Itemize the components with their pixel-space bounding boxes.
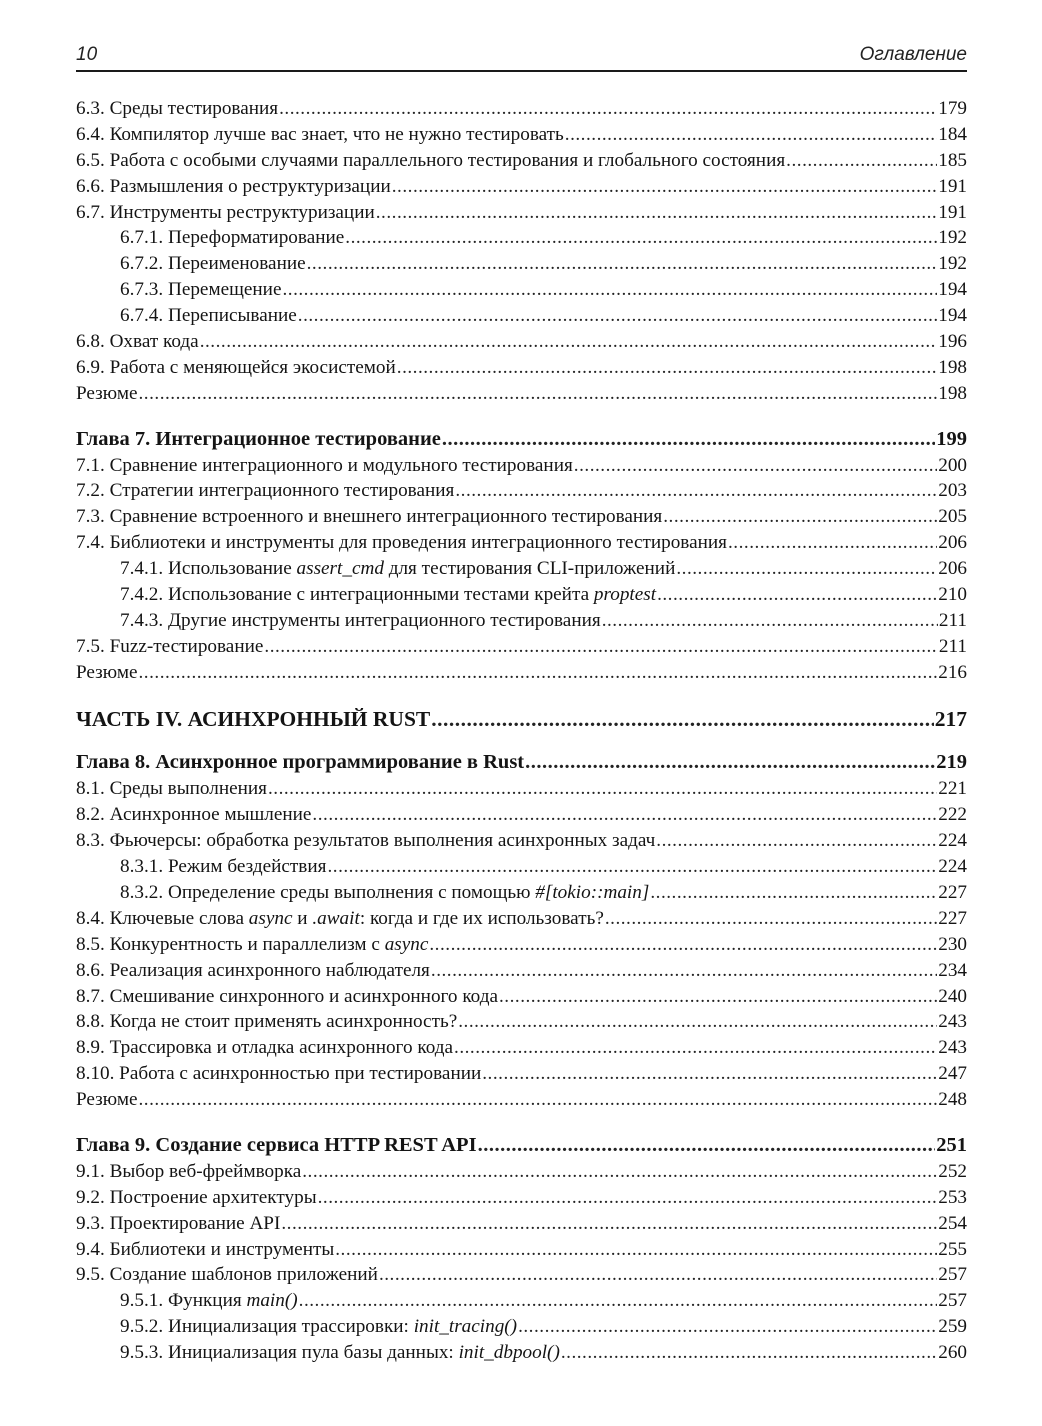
toc-page-number: 191	[938, 201, 967, 223]
toc-entry-title	[76, 381, 138, 407]
toc-entry-title	[76, 122, 564, 148]
toc-section-entry	[76, 1009, 967, 1035]
toc-page-number: 227	[938, 881, 967, 903]
dot-leader	[312, 802, 937, 828]
toc-title-fragment: 6.7.3. Перемещение	[120, 279, 282, 301]
toc-section-entry	[76, 802, 967, 828]
toc-page-number: 192	[938, 227, 967, 249]
toc-title-fragment: Глава 9. Создание сервиса HTTP REST API	[76, 1133, 477, 1156]
toc-page-number: 205	[938, 506, 967, 528]
dot-leader	[676, 556, 937, 582]
toc-entry-title	[76, 174, 391, 200]
toc-entry-title	[120, 1288, 298, 1314]
toc-title-fragment: 6.8. Охват кода	[76, 331, 199, 353]
toc-section-entry	[76, 1237, 967, 1263]
dot-leader	[345, 225, 937, 251]
dot-leader	[454, 1035, 937, 1061]
dot-leader	[431, 707, 933, 733]
toc-title-fragment: 6.7.2. Переименование	[120, 253, 306, 275]
toc-page-number: 252	[938, 1160, 967, 1182]
toc-entry-title	[76, 1035, 453, 1061]
toc-page-number: 185	[938, 149, 967, 171]
toc-entry-title	[76, 504, 662, 530]
toc-page-number: 257	[938, 1264, 967, 1286]
toc-page-number: 219	[936, 751, 967, 774]
toc-title-fragment: 7.5. Fuzz-тестирование	[76, 635, 264, 657]
toc-title-fragment: 9.1. Выбор веб-фреймворка	[76, 1160, 302, 1182]
toc-entry-title	[76, 634, 263, 660]
toc-page-number: 243	[938, 1011, 967, 1033]
dot-leader	[561, 1340, 937, 1366]
toc-page-number: 198	[938, 356, 967, 378]
toc-section-entry	[76, 96, 967, 122]
toc-page-number: 211	[938, 635, 967, 657]
toc-section-entry	[76, 1159, 967, 1185]
dot-leader	[281, 1211, 937, 1237]
toc-entry-title	[120, 608, 601, 634]
toc-section-entry	[76, 355, 967, 381]
toc-section-entry	[76, 932, 967, 958]
toc-entry-title	[76, 1211, 280, 1237]
toc-title-fragment: 7.4. Библиотеки и инструменты для проведения интеграционного тестирования	[76, 532, 727, 554]
toc-title-fragment: Глава 8. Асинхронное программирование в Rust	[76, 751, 525, 774]
toc-title-code-fragment: main()	[246, 1290, 298, 1312]
toc-title-code-fragment: async	[384, 933, 429, 955]
toc-title-fragment: и	[292, 907, 313, 929]
toc-page-number: 243	[938, 1037, 967, 1059]
toc-entry-title	[76, 932, 428, 958]
toc-subsection-entry	[76, 880, 967, 906]
toc-page-number: 179	[938, 98, 967, 119]
toc-entry-title	[76, 148, 785, 174]
toc-entry-title	[76, 660, 138, 686]
dot-leader	[431, 958, 937, 984]
toc-entry-title	[120, 251, 306, 277]
dot-leader	[327, 854, 937, 880]
toc-title-fragment: 9.4. Библиотеки и инструменты	[76, 1238, 335, 1260]
dot-leader	[478, 1133, 936, 1159]
toc-title-fragment: 8.4. Ключевые слова	[76, 907, 249, 929]
dot-leader	[482, 1061, 937, 1087]
toc-section-entry	[76, 1035, 967, 1061]
toc-entry-title	[76, 906, 604, 932]
dot-leader	[318, 1185, 938, 1211]
toc-section-entry	[76, 122, 967, 148]
toc-section-entry	[76, 478, 967, 504]
toc-title-fragment: 7.4.2. Использование с интеграционными тестами крейта	[120, 584, 594, 606]
toc-page-number: 194	[938, 279, 967, 301]
toc-entry-title	[76, 1262, 378, 1288]
toc-section-entry	[76, 329, 967, 355]
toc-title-code-fragment: async	[248, 907, 293, 929]
toc-title-code-fragment: init_tracing()	[413, 1316, 518, 1338]
toc-subsection-entry	[76, 556, 967, 582]
toc-title-fragment: Глава 7. Интеграционное тестирование	[76, 427, 441, 450]
toc-entry-title	[76, 828, 655, 854]
toc-entry-title	[120, 880, 649, 906]
toc-page-number: 251	[936, 1133, 967, 1156]
toc-title-fragment: 9.3. Проектирование API	[76, 1212, 281, 1234]
toc-page-number: 203	[938, 480, 967, 502]
toc-section-entry	[76, 530, 967, 556]
toc-subsection-entry	[76, 1288, 967, 1314]
dot-leader	[663, 504, 937, 530]
toc-page-number: 191	[938, 175, 967, 197]
dot-leader	[335, 1237, 937, 1263]
dot-leader	[279, 96, 937, 122]
toc-subsection-entry	[76, 608, 967, 634]
dot-leader	[139, 660, 938, 686]
dot-leader	[499, 984, 937, 1010]
toc-section-entry	[76, 906, 967, 932]
dot-leader	[657, 582, 937, 608]
toc-title-fragment: 9.5.3. Инициализация пула базы данных:	[120, 1342, 459, 1364]
toc-title-fragment: Резюме	[76, 1089, 138, 1111]
toc-page-number: 196	[938, 331, 967, 353]
toc-section-entry	[76, 660, 967, 686]
toc-page-number: 257	[938, 1290, 967, 1312]
dot-leader	[139, 381, 938, 407]
dot-leader	[307, 251, 938, 277]
dot-leader	[429, 932, 937, 958]
dot-leader	[376, 200, 937, 226]
toc-title-fragment: 8.10. Работа с асинхронностью при тестировании	[76, 1063, 482, 1085]
toc-page-number: 200	[938, 454, 967, 476]
toc-entry-title	[120, 582, 656, 608]
toc-entry-title	[76, 427, 441, 453]
toc-title-code-fragment: init_dbpool()	[458, 1342, 560, 1364]
toc-subsection-entry	[76, 251, 967, 277]
dot-leader	[302, 1159, 937, 1185]
dot-leader	[282, 277, 937, 303]
toc-page-number: 255	[938, 1238, 967, 1260]
toc-title-fragment: 8.3.2. Определение среды выполнения с помощью	[120, 881, 536, 903]
dot-leader	[786, 148, 937, 174]
toc-entry-title	[76, 96, 278, 122]
toc-section-entry	[76, 1262, 967, 1288]
toc-title-fragment: 8.1. Среды выполнения	[76, 778, 267, 800]
toc-title-code-fragment: .await	[312, 907, 360, 929]
table-of-contents	[76, 96, 967, 1366]
toc-subsection-entry	[76, 277, 967, 303]
toc-title-fragment: 8.3.1. Режим бездействия	[120, 856, 327, 878]
dot-leader	[525, 750, 935, 776]
dot-leader	[602, 608, 938, 634]
toc-page-number: 230	[938, 933, 967, 955]
dot-leader	[656, 828, 937, 854]
toc-title-fragment: 6.4. Компилятор лучше вас знает, что не нужно тестировать	[76, 123, 564, 145]
toc-entry-title	[120, 1340, 560, 1366]
toc-title-fragment: ЧАСТЬ IV. АСИНХРОННЫЙ RUST	[76, 706, 431, 731]
toc-entry-title	[76, 707, 430, 733]
running-title: Оглавление	[859, 44, 967, 65]
dot-leader	[458, 1009, 937, 1035]
toc-title-fragment: 7.2. Стратегии интеграционного тестирования	[76, 480, 455, 502]
toc-entry-title	[120, 854, 326, 880]
toc-entry-title	[76, 329, 199, 355]
toc-title-fragment: 6.7.1. Переформатирование	[120, 227, 345, 249]
dot-leader	[605, 906, 937, 932]
toc-title-fragment: 9.5.1. Функция	[120, 1290, 247, 1312]
toc-subsection-entry	[76, 582, 967, 608]
toc-entry-title	[76, 802, 311, 828]
toc-page-number: 221	[938, 778, 967, 800]
toc-title-fragment: 6.7.4. Переписывание	[120, 305, 297, 327]
toc-subsection-entry	[76, 1340, 967, 1366]
toc-title-fragment: 7.1. Сравнение интеграционного и модульного тестирования	[76, 454, 573, 476]
toc-title-fragment: 9.5. Создание шаблонов приложений	[76, 1264, 378, 1286]
toc-section-entry	[76, 148, 967, 174]
dot-leader	[650, 880, 937, 906]
toc-entry-title	[120, 303, 297, 329]
toc-page-number: 206	[938, 558, 967, 580]
toc-subsection-entry	[76, 303, 967, 329]
toc-title-code-fragment: proptest	[593, 584, 657, 606]
toc-page-number: 217	[934, 706, 967, 731]
toc-title-fragment: 8.6. Реализация асинхронного наблюдателя	[76, 959, 430, 981]
toc-entry-title	[76, 776, 267, 802]
dot-leader	[392, 174, 937, 200]
toc-entry-title	[76, 750, 524, 776]
toc-title-fragment: для тестирования CLI-приложений	[383, 558, 676, 580]
dot-leader	[268, 776, 937, 802]
toc-page-number: 194	[938, 305, 967, 327]
toc-title-fragment: 7.3. Сравнение встроенного и внешнего интеграционного тестирования	[76, 506, 663, 528]
toc-entry-title	[76, 1133, 477, 1159]
toc-entry-title	[76, 984, 498, 1010]
toc-page-number: 227	[938, 907, 967, 929]
toc-title-code-fragment: #[tokio::main]	[535, 881, 650, 903]
toc-page-number: 224	[938, 856, 967, 878]
toc-section-entry	[76, 504, 967, 530]
toc-entry-title	[120, 225, 344, 251]
toc-section-entry	[76, 200, 967, 226]
toc-title-fragment: 8.7. Смешивание синхронного и асинхронного кода	[76, 985, 498, 1007]
toc-page-number: 247	[938, 1063, 967, 1085]
toc-entry-title	[76, 453, 573, 479]
toc-title-fragment: Резюме	[76, 661, 138, 683]
toc-title-fragment: 9.5.2. Инициализация трассировки:	[120, 1316, 414, 1338]
toc-title-fragment: 7.4.3. Другие инструменты интеграционного тестирования	[120, 609, 601, 631]
dot-leader	[442, 427, 935, 453]
toc-page-number: 211	[938, 609, 967, 631]
toc-page-number: 222	[938, 804, 967, 826]
toc-title-fragment: : когда и где их использовать?	[359, 907, 604, 929]
toc-chapter-entry	[76, 1133, 967, 1159]
toc-page-number: 253	[938, 1186, 967, 1208]
toc-entry-title	[120, 556, 675, 582]
toc-subsection-entry	[76, 225, 967, 251]
dot-leader	[574, 453, 937, 479]
toc-title-fragment: 6.9. Работа с меняющейся экосистемой	[76, 356, 396, 378]
dot-leader	[298, 303, 937, 329]
toc-chapter-entry	[76, 750, 967, 776]
toc-title-fragment: 6.5. Работа с особыми случаями параллельного тестирования и глобального состояния	[76, 149, 786, 171]
toc-page-number: 248	[938, 1089, 967, 1111]
dot-leader	[455, 478, 937, 504]
toc-title-fragment: Резюме	[76, 382, 138, 404]
toc-title-fragment: 6.7. Инструменты реструктуризации	[76, 201, 375, 223]
toc-section-entry	[76, 828, 967, 854]
toc-entry-title	[76, 958, 430, 984]
toc-section-entry	[76, 984, 967, 1010]
toc-entry-title	[120, 277, 281, 303]
toc-page-number: 254	[938, 1212, 967, 1234]
toc-entry-title	[76, 530, 727, 556]
dot-leader	[565, 122, 937, 148]
toc-entry-title	[76, 1237, 334, 1263]
dot-leader	[264, 634, 938, 660]
toc-page-number: 199	[936, 427, 967, 450]
toc-section-entry	[76, 776, 967, 802]
toc-title-code-fragment: assert_cmd	[296, 558, 384, 580]
toc-title-fragment: 8.2. Асинхронное мышление	[76, 804, 312, 826]
page-header	[76, 42, 967, 72]
dot-leader	[299, 1288, 938, 1314]
toc-page-number: 234	[938, 959, 967, 981]
toc-entry-title	[76, 1009, 457, 1035]
dot-leader	[200, 329, 938, 355]
toc-section-entry	[76, 1061, 967, 1087]
toc-page-number: 210	[938, 584, 967, 606]
dot-leader	[139, 1087, 938, 1113]
toc-title-fragment: 7.4.1. Использование	[120, 558, 297, 580]
toc-entry-title	[76, 1185, 317, 1211]
toc-chapter-entry	[76, 427, 967, 453]
toc-title-fragment: 9.2. Построение архитектуры	[76, 1186, 317, 1208]
toc-title-fragment: 8.5. Конкурентность и параллелизм с	[76, 933, 385, 955]
dot-leader	[728, 530, 937, 556]
toc-entry-title	[120, 1314, 517, 1340]
toc-entry-title	[76, 1061, 481, 1087]
toc-title-fragment: 8.9. Трассировка и отладка асинхронного кода	[76, 1037, 454, 1059]
toc-title-fragment: 8.8. Когда не стоит применять асинхронность?	[76, 1011, 458, 1033]
toc-section-entry	[76, 1087, 967, 1113]
toc-entry-title	[76, 1087, 138, 1113]
toc-subsection-entry	[76, 1314, 967, 1340]
toc-page-number: 260	[938, 1342, 967, 1364]
toc-page-number: 184	[938, 123, 967, 145]
toc-entry-title	[76, 1159, 301, 1185]
toc-section-entry	[76, 958, 967, 984]
toc-page-number: 240	[938, 985, 967, 1007]
toc-section-entry	[76, 453, 967, 479]
toc-title-fragment: 8.3. Фьючерсы: обработка результатов выполнения асинхронных задач	[76, 830, 656, 852]
toc-title-fragment: 6.6. Размышления о реструктуризации	[76, 175, 391, 197]
dot-leader	[518, 1314, 937, 1340]
toc-section-entry	[76, 1185, 967, 1211]
toc-entry-title	[76, 200, 375, 226]
toc-section-entry	[76, 174, 967, 200]
toc-part-entry	[76, 707, 967, 733]
page-number: 10	[76, 44, 98, 65]
toc-page-number: 216	[938, 661, 967, 683]
toc-page-number: 206	[938, 532, 967, 554]
toc-title-fragment: 6.3. Среды тестирования	[76, 98, 279, 119]
toc-page-number: 224	[938, 830, 967, 852]
dot-leader	[397, 355, 937, 381]
toc-page-number: 259	[938, 1316, 967, 1338]
toc-section-entry	[76, 1211, 967, 1237]
toc-page-number: 192	[938, 253, 967, 275]
dot-leader	[379, 1262, 937, 1288]
toc-entry-title	[76, 355, 396, 381]
toc-entry-title	[76, 478, 454, 504]
toc-subsection-entry	[76, 854, 967, 880]
toc-section-entry	[76, 634, 967, 660]
toc-page-number: 198	[938, 382, 967, 404]
toc-section-entry	[76, 381, 967, 407]
